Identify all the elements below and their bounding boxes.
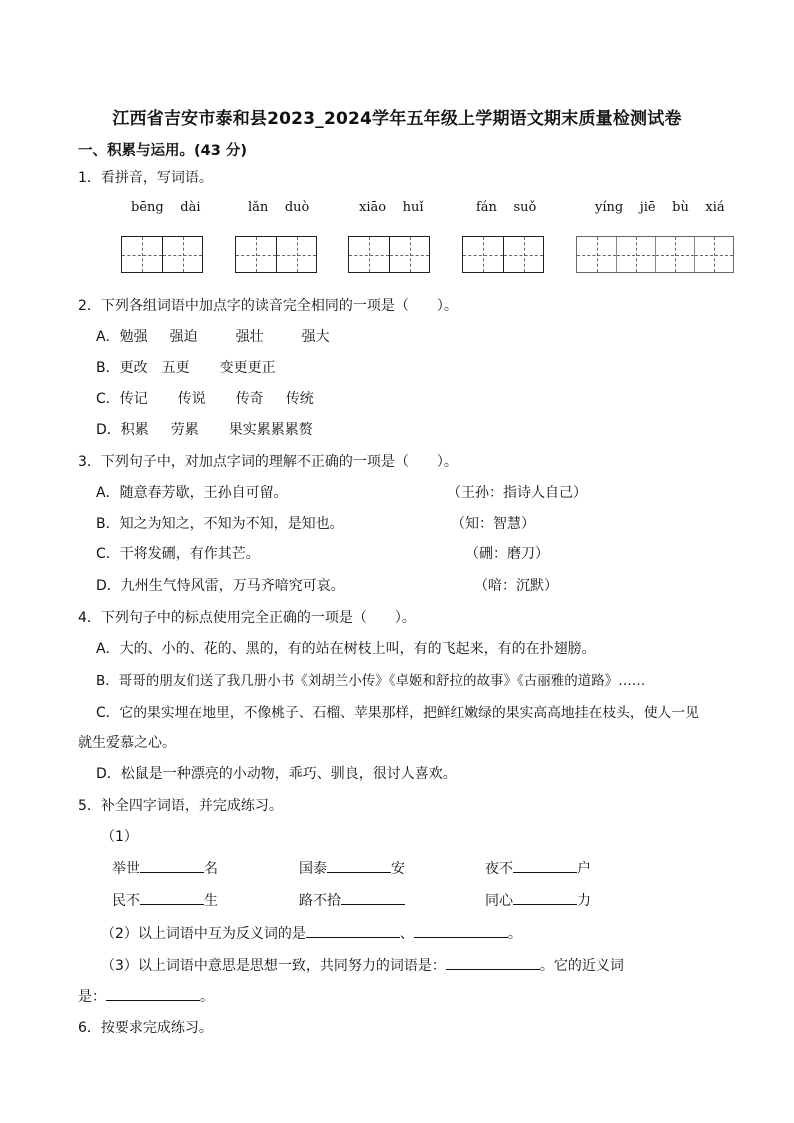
idiom-blank-4[interactable]: 民不 生 <box>112 890 218 910</box>
q2-option-b: B．更改 五更 变更更正 <box>96 360 276 376</box>
q2-option-a: A．勉强 强迫 强壮 强大 <box>96 329 330 345</box>
idiom-blank-5[interactable]: 路不拾 <box>299 890 405 910</box>
writing-grid-4[interactable] <box>462 236 544 273</box>
q5-sub2: （2）以上词语中互为反义词的是 、 。 <box>101 923 522 943</box>
synonym-blank[interactable] <box>106 986 200 1001</box>
q3-option-a: A．随意春芳歇，王孙自可留。 <box>96 485 288 501</box>
question-4-stem: 4．下列句子中的标点使用完全正确的一项是（ ）。 <box>78 610 416 626</box>
q3-option-d-note: （喑：沉默） <box>474 578 558 594</box>
idiom-blank-2[interactable]: 国泰 安 <box>299 858 405 878</box>
q4-option-a: A．大的、小的、花的、黑的，有的站在树枝上叫，有的飞起来，有的在扑翅膀。 <box>96 641 596 657</box>
writing-grid-2[interactable] <box>235 236 317 273</box>
q2-option-d: D．积累 劳累 果实累累累赘 <box>96 422 313 438</box>
q3-option-a-note: （王孙：指诗人自己） <box>447 485 587 501</box>
q4-option-d: D．松鼠是一种漂亮的小动物，乖巧、驯良，很讨人喜欢。 <box>96 766 457 782</box>
idiom-blank-6[interactable]: 同心 力 <box>485 890 591 910</box>
antonym-blank-2[interactable] <box>414 923 508 938</box>
question-1-stem: 1．看拼音，写词语。 <box>78 170 213 186</box>
q5-sub3-cont: 是： 。 <box>78 986 214 1006</box>
q4-option-c: C．它的果实埋在地里，不像桃子、石榴、苹果那样，把鲜红嫩绿的果实高高地挂在枝头，使人一见 <box>96 705 699 721</box>
q3-option-d: D．九州生气恃风雷，万马齐喑究可哀。 <box>96 578 345 594</box>
q3-option-c: C．干将发硎，有作其芒。 <box>96 546 260 562</box>
writing-grid-5[interactable] <box>576 236 734 273</box>
q5-sub1-label: （1） <box>101 829 138 845</box>
writing-grid-1[interactable] <box>121 236 203 273</box>
q4-option-b: B．哥哥的朋友们送了我几册小书《刘胡兰小传》《卓姬和舒拉的故事》《古丽雅的道路》…… <box>96 673 646 689</box>
question-6-stem: 6．按要求完成练习。 <box>78 1020 213 1036</box>
idiom-blank-1[interactable]: 举世 名 <box>112 858 218 878</box>
pinyin-1: bēng dài <box>131 200 201 215</box>
q2-option-c: C．传记 传说 传奇 传统 <box>96 391 314 407</box>
q4-option-c-cont: 就生爱慕之心。 <box>78 735 176 751</box>
q3-option-b-note: （知：智慧） <box>451 516 535 532</box>
question-3-stem: 3．下列句子中，对加点字词的理解不正确的一项是（ ）。 <box>78 454 458 470</box>
pinyin-5: yíng jiē bù xiá <box>595 200 725 215</box>
page-title: 江西省吉安市泰和县2023_2024学年五年级上学期语文期末质量检测试卷 <box>112 109 682 129</box>
q5-sub3: （3）以上词语中意思是思想一致，共同努力的词语是： 。它的近义词 <box>101 955 624 975</box>
writing-grid-3[interactable] <box>348 236 430 273</box>
pinyin-4: fán suǒ <box>476 200 537 215</box>
pinyin-2: lǎn duò <box>248 200 310 215</box>
q3-option-b: B．知之为知之，不知为不知，是知也。 <box>96 516 344 532</box>
section-heading: 一、积累与运用。(43 分) <box>78 143 247 159</box>
antonym-blank-1[interactable] <box>306 923 400 938</box>
question-5-stem: 5．补全四字词语，并完成练习。 <box>78 798 283 814</box>
question-2-stem: 2．下列各组词语中加点字的读音完全相同的一项是（ ）。 <box>78 298 458 314</box>
pinyin-3: xiāo huǐ <box>359 200 424 215</box>
q3-option-c-note: （硎：磨刀） <box>465 546 549 562</box>
idiom-blank-3[interactable]: 夜不 户 <box>485 858 591 878</box>
idiom-answer-blank[interactable] <box>446 955 540 970</box>
